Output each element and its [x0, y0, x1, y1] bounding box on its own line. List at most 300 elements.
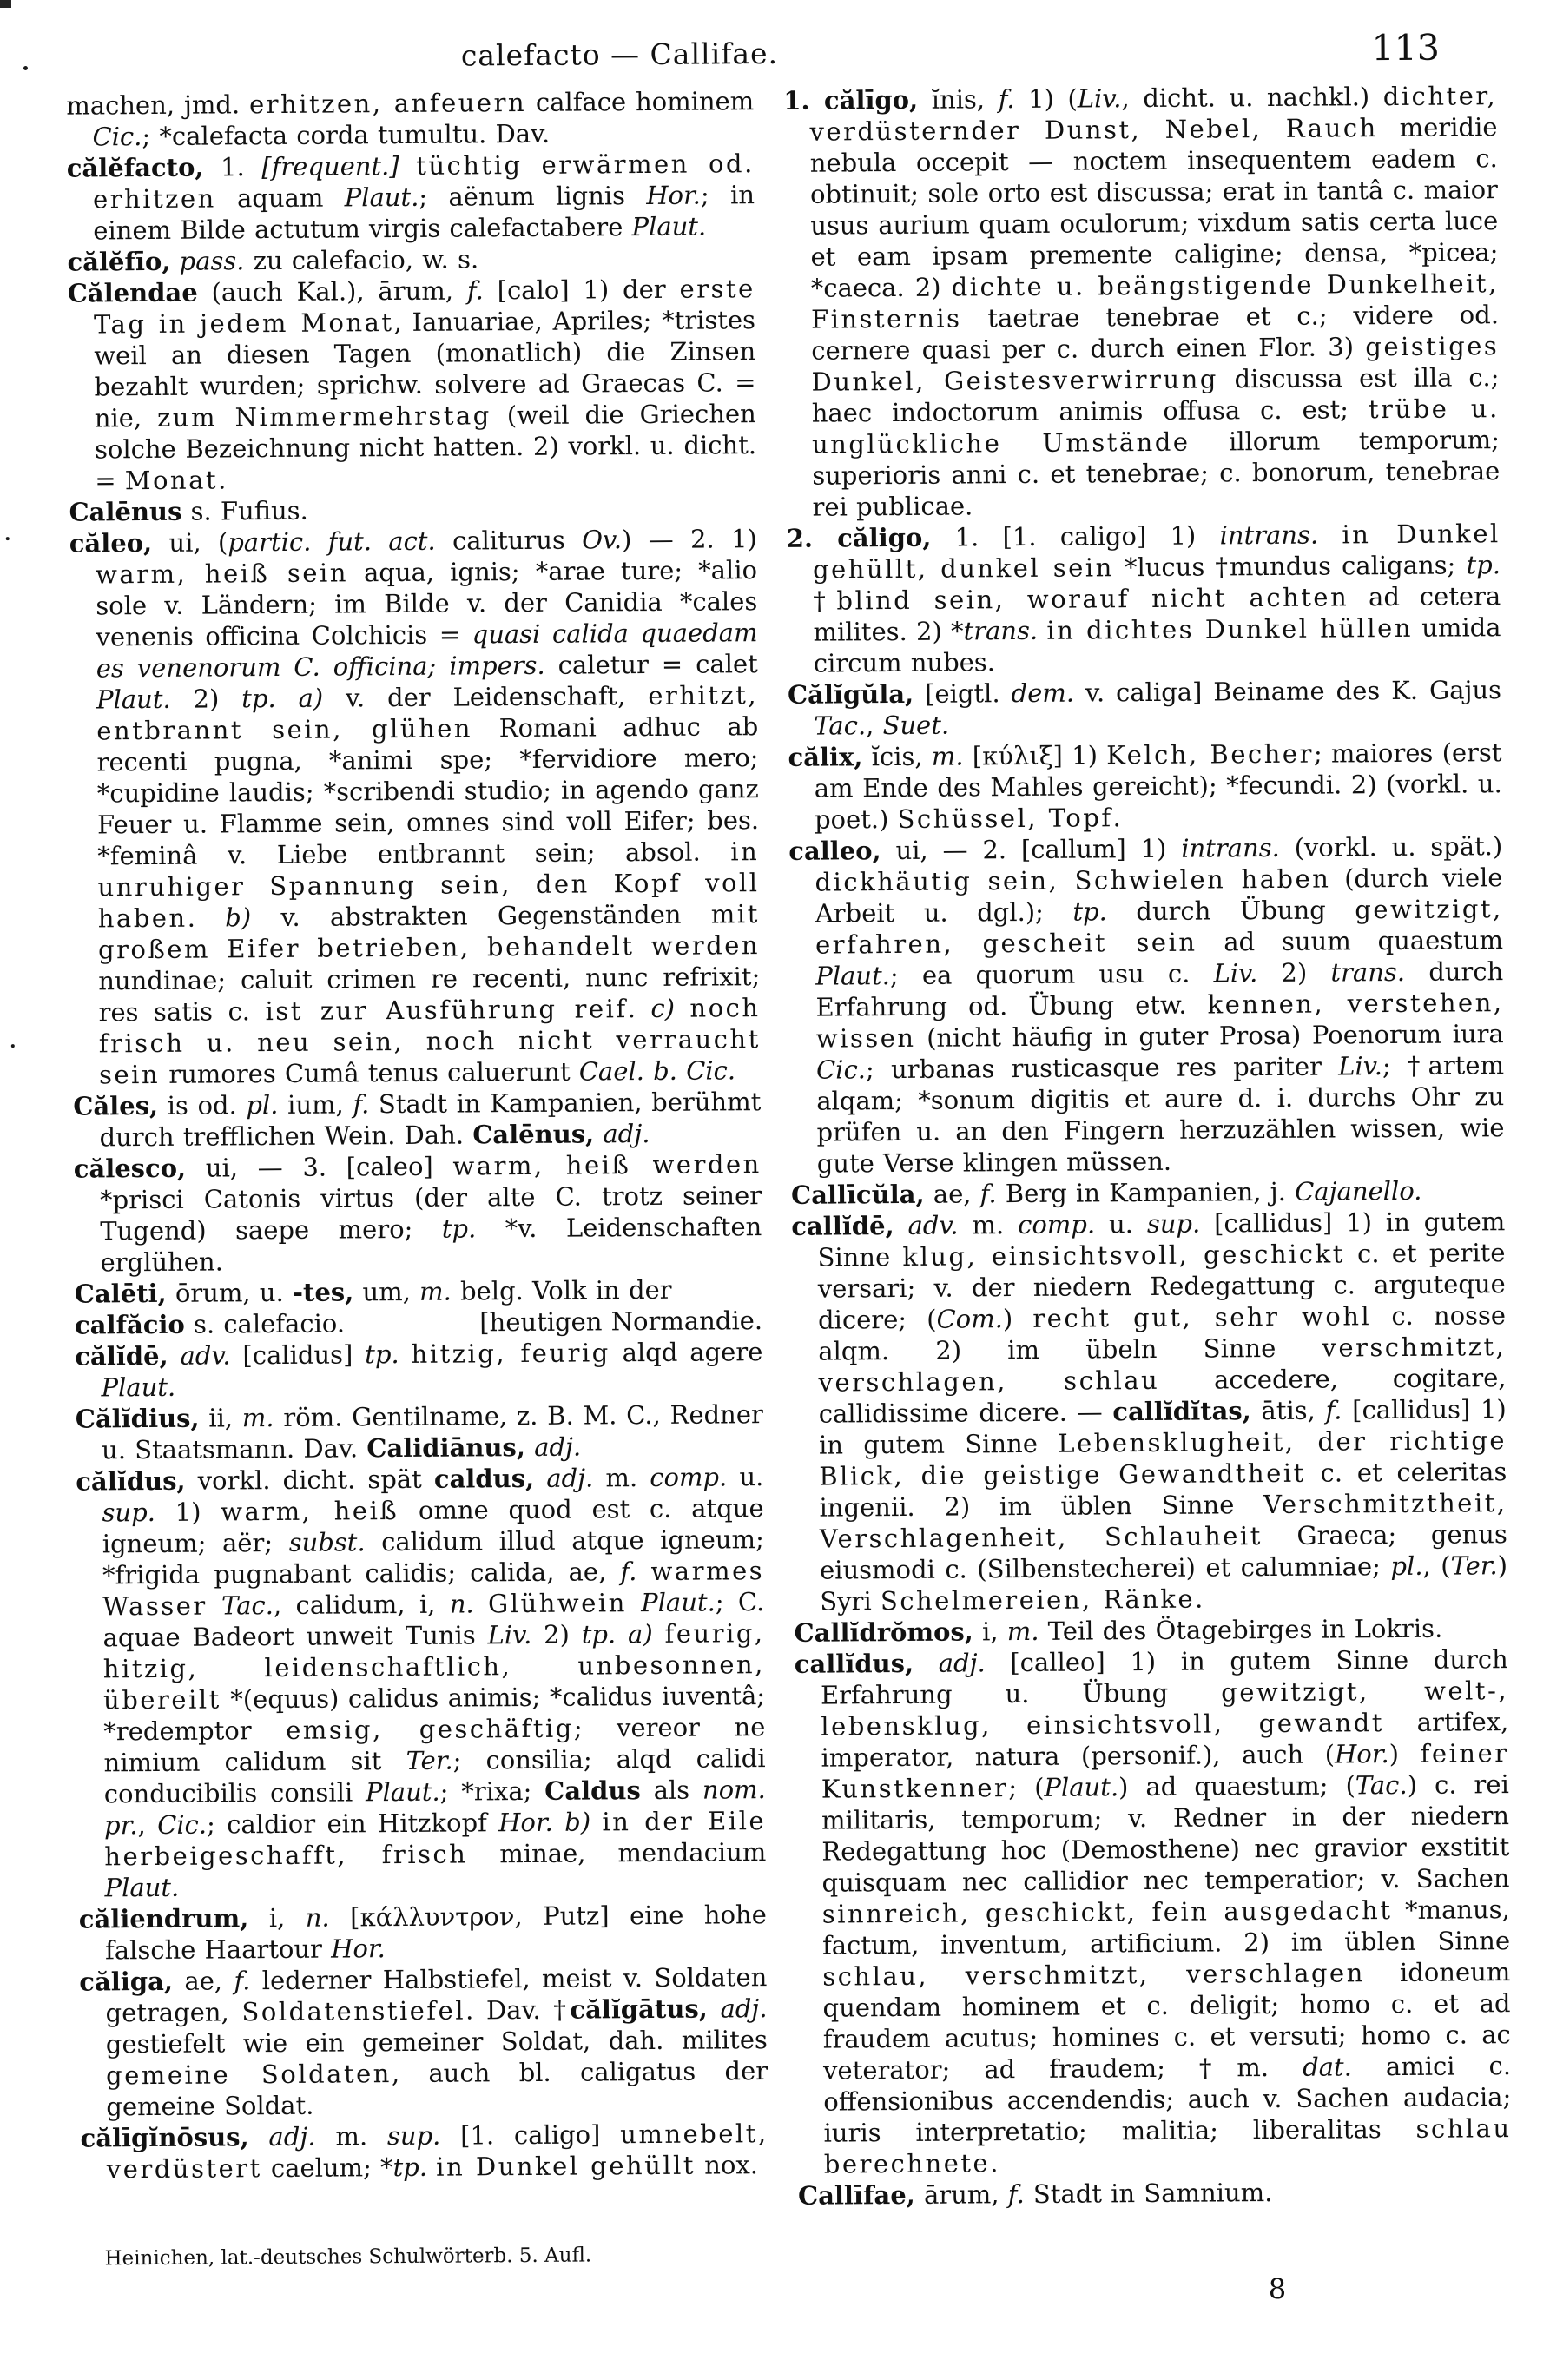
- entry-text: ; consilia; alqd calidi conducibilis consili: [103, 1743, 766, 1809]
- entry-text: erhitzt, entbrannt sein, glühen: [96, 680, 759, 746]
- entry-text: pl.: [1390, 1550, 1423, 1582]
- entry-text: trübe u. unglückliche Umstände: [811, 393, 1500, 459]
- entry-text: 1.: [203, 152, 262, 182]
- entry-text: illorum temporum; superioris anni c. et tenebrae; c. bonorum, tenebrae rei publicae.: [812, 425, 1501, 522]
- headword: Călĭgŭla,: [787, 678, 914, 710]
- entry-text: , (: [1422, 1550, 1451, 1581]
- entry-text: i,: [973, 1616, 1007, 1647]
- entry-text: [525, 1432, 534, 1462]
- entry-text: [1. caligo]: [440, 2119, 621, 2151]
- entry-text: caletur = calet: [544, 649, 758, 680]
- entry-text: [590, 1807, 603, 1836]
- entry-text: *v. Leidenschaften erglühen.: [100, 1212, 762, 1278]
- entry-text: Schüssel, Topf: [897, 803, 1113, 835]
- entry-text: Caldus: [544, 1775, 641, 1806]
- entry-text: Ter.: [406, 1745, 453, 1775]
- entry-text: ,: [865, 711, 883, 741]
- entry-text: ,: [137, 1809, 158, 1841]
- entry-text: ; urbanas rusticasque res pariter: [865, 1051, 1339, 1085]
- entry-text: Cic.: [815, 1054, 867, 1085]
- entry-text: ): [1002, 1303, 1033, 1334]
- entry-text: ii,: [199, 1403, 242, 1433]
- entry-text: adj.: [268, 2121, 316, 2152]
- entry-text: Liv.: [1213, 958, 1258, 988]
- entry-text: [κύλιξ] 1): [963, 740, 1107, 771]
- entry-text: Liv.: [487, 1619, 532, 1650]
- entry-text: Verschmitztheit, Verschlagenheit, Schlauheit: [819, 1488, 1507, 1554]
- headword: Calēnus: [69, 496, 182, 527]
- entry-text: . Dav. †: [465, 1994, 571, 2026]
- entry-text: umnebelt, verdüstert: [106, 2119, 768, 2185]
- entry-text: in Dunkel gehüllt: [436, 2150, 696, 2182]
- entry-text: amici c. offensionibus accendendis; auch v. Sachen audacia; iuris interpretatio; malitia; liberalitas: [823, 2051, 1512, 2148]
- entry-text: [1038, 616, 1047, 645]
- entry-text: c. et perite versari; v. der niedern Redegattung c. arguteque dicere; (: [817, 1238, 1506, 1335]
- entry-text: [callidus] 1) in gutem Sinne: [817, 1207, 1506, 1273]
- entry-text: Plaut.: [815, 961, 891, 991]
- entry-text: is od.: [157, 1090, 247, 1121]
- entry-text: [636, 1557, 650, 1586]
- entry-text: v. caliga] Beiname des K. Gajus: [1073, 675, 1502, 708]
- entry-text: n.: [449, 1589, 474, 1619]
- headword: călĕfīo,: [67, 246, 171, 277]
- entry-text: ae,: [172, 1966, 234, 1996]
- entry-text: dat.: [1303, 2052, 1352, 2082]
- entry-text: ; †artem alqam; *sonum digitis et aure d. i. durchs Ohr zu prüfen u. an den Fingern herzuzählen wissen, wie gute Verse klingen müssen.: [816, 1050, 1505, 1179]
- entry-text: recht gut, sehr wohl: [1032, 1301, 1372, 1333]
- dictionary-entry: [788, 737, 1502, 836]
- headword: calfăcio: [74, 1309, 185, 1340]
- headword: căliga,: [79, 1966, 174, 1997]
- headword: călĕfacto,: [66, 152, 204, 183]
- scan-speck: [11, 1044, 15, 1048]
- entry-text: in dichtes Dunkel hüllen: [1046, 612, 1414, 645]
- entry-text: f.: [1007, 2179, 1025, 2210]
- dictionary-entry: [80, 2118, 768, 2185]
- headword: Callīcŭla,: [790, 1179, 925, 1210]
- entry-text: [914, 1649, 939, 1678]
- entry-text: Plaut.: [641, 1587, 716, 1618]
- entry-text: discussa est illa c.; haec indoctorum animis offusa c. est;: [811, 362, 1500, 428]
- entry-text: Liv.: [1338, 1051, 1383, 1081]
- entry-text: calidum illud atque igneum; *frigida pugnabant calidis; calida, ae,: [102, 1524, 764, 1590]
- entry-text: omne quod est c. atque igneum; aër;: [102, 1493, 764, 1559]
- entry-text: minae, mendacium: [467, 1837, 767, 1869]
- entry-text: ; C. aquae Badeort unweit Tunis: [102, 1587, 765, 1653]
- entry-text: ārum,: [914, 2179, 1008, 2210]
- entry-text: b): [225, 902, 252, 933]
- entry-text: sinnreich, geschickt, fein ausgedacht: [821, 1895, 1393, 1929]
- entry-text: mit großem Eifer betrieben, behandelt werden: [97, 899, 761, 965]
- entry-text: erhitzen, anfeuern: [248, 87, 527, 120]
- entry-text: [534, 1464, 546, 1493]
- entry-text: verschmitzt, verschlagen, schlau: [818, 1332, 1507, 1398]
- headword: calleo,: [788, 836, 881, 866]
- entry-text: Ter.: [1450, 1550, 1498, 1581]
- entry-text: ĭcis,: [862, 741, 932, 772]
- dictionary-entry: [67, 148, 755, 247]
- entry-text: comp.: [650, 1462, 728, 1493]
- entry-text: ātis,: [1250, 1395, 1326, 1426]
- entry-text: Plaut.: [1044, 1772, 1119, 1802]
- entry-text: u.: [1095, 1209, 1147, 1240]
- dictionary-entry: [787, 518, 1501, 679]
- entry-text: f.: [466, 275, 484, 306]
- entry-text: [calleo] 1) in gutem Sinne durch Erfahrung u. Übung: [820, 1644, 1508, 1710]
- entry-text: ; *rixa;: [439, 1775, 545, 1807]
- entry-text: [399, 1339, 412, 1369]
- entry-text: ; aënum lignis: [419, 181, 647, 212]
- entry-text: b): [564, 1807, 591, 1837]
- entry-text: *lucus †mundus caligans;: [1113, 550, 1467, 583]
- entry-text: lederner Halbstiefel, meist v. Soldaten getragen,: [105, 1962, 768, 2028]
- entry-text: 1. [1. caligo] 1): [931, 520, 1220, 552]
- entry-text: *manus, factum, inventum, artificium. 2) im üblen Sinne: [821, 1894, 1511, 1960]
- entry-text: s. Fufius.: [181, 495, 308, 526]
- entry-text: tp.: [1466, 550, 1501, 580]
- entry-text: Calidiānus,: [366, 1432, 526, 1464]
- dictionary-entry: [67, 241, 755, 278]
- entry-text: f.: [1325, 1395, 1342, 1425]
- entry-text: zu calefacio, w. s.: [244, 244, 479, 276]
- entry-text: idoneum quendam hominem et c. deligit; homo c. et ad fraudem acutus; homines c. et versuti; homo c. ac veterator; ad fraudem; †m.: [822, 1957, 1511, 2086]
- entry-text: Plaut.: [96, 684, 171, 715]
- entry-text: n.: [305, 1902, 330, 1933]
- entry-text: dichter, verdüsternder Dunst, Nebel, Rauch: [809, 81, 1498, 147]
- entry-text: Romani adhuc ab recenti pugna, *animi spe; *fervidiore mero; *cupidine laudis; *scribendi studio; in agendo ganz Feuer u. Flamme sein, omnes sind voll Eifer; bes. *feminâ v. Liebe entbrannt sein; absol.: [96, 711, 760, 871]
- headword: călesco,: [73, 1153, 187, 1184]
- entry-text: geistiges Dunkel, Geistesverwirrung: [811, 331, 1500, 397]
- entry-text: erste Tag in jedem Monat: [93, 274, 755, 340]
- left-column: [66, 85, 769, 2271]
- entry-text: Cael. b. Cic.: [578, 1055, 736, 1087]
- entry-text: (durch viele Arbeit u. dgl.);: [815, 863, 1503, 929]
- entry-text: warm, heiß: [221, 1496, 399, 1527]
- entry-text: nox.: [695, 2150, 759, 2180]
- entry-text: accedere, cogitare, callidissime dicere. —: [818, 1363, 1507, 1429]
- entry-text: .: [1112, 803, 1121, 833]
- entry-text: [594, 1119, 603, 1148]
- signature-mark: 8: [1268, 2271, 1287, 2306]
- entry-text: v. abstrakten Gegenständen: [251, 899, 711, 933]
- entry-text: dickhäutig sein, Schwielen haben: [815, 863, 1331, 897]
- entry-text: emsig, geschäftig: [286, 1713, 574, 1745]
- entry-text: dichte u. beängstigende Dunkelheit, Finsternis: [810, 268, 1499, 334]
- headword: căliendrum,: [78, 1903, 249, 1934]
- dictionary-entry: [788, 674, 1501, 742]
- entry-text: röm. Gentilname, z. B. M. C., Redner u. Staatsmann. Dav.: [101, 1399, 763, 1465]
- entry-text: f.: [979, 1179, 997, 1209]
- entry-text: Teil des Ötagebirges in Lokris.: [1039, 1613, 1443, 1646]
- entry-text: caelum; *: [261, 2152, 393, 2184]
- entry-text: .: [1194, 1583, 1204, 1614]
- entry-text: [κάλλυντρον, Putz] eine hohe falsche Haartour: [104, 1900, 767, 1966]
- entry-text: gestiefelt wie ein gemeiner Soldat, dah. milites: [105, 2025, 768, 2059]
- page-number: 113: [1371, 26, 1441, 69]
- headword: Călĭdius,: [75, 1403, 200, 1434]
- entry-text: artifex, imperator, natura (personif.), auch (: [821, 1707, 1509, 1773]
- entry-text: Tac.: [221, 1590, 274, 1621]
- entry-text: calface hominem: [525, 86, 755, 117]
- entry-text: [653, 1619, 665, 1649]
- entry-text: Hor.: [646, 180, 702, 211]
- entry-text: , calidum, i,: [273, 1589, 450, 1621]
- entry-text: alqd agere: [610, 1337, 763, 1368]
- entry-text: Berg in Kampanien, j.: [996, 1176, 1296, 1209]
- entry-text: ĭnis,: [918, 84, 999, 115]
- dictionary-entry: [791, 1174, 1505, 1211]
- entry-text: ui, — 2. [callum] 1): [881, 833, 1182, 866]
- entry-text: callĭdĭtas,: [1112, 1396, 1251, 1427]
- entry-text: Liv.: [1077, 83, 1122, 114]
- entry-text: Plaut.: [101, 1372, 176, 1403]
- entry-text: ui, — 3. [caleo]: [186, 1151, 453, 1183]
- entry-text: ; in einem Bilde actutum virgis calefactabere: [93, 180, 755, 246]
- entry-text: nom. pr.: [103, 1775, 766, 1841]
- entry-text: ; maiores (erst am Ende des Mahles gereicht); *fecundi. 2) (vorkl. u. poet.): [814, 737, 1502, 835]
- entry-text: in Dunkel gehüllt, dunkel sein: [812, 519, 1501, 585]
- entry-text: Plaut.: [344, 182, 419, 213]
- entry-text: pl.: [246, 1089, 279, 1121]
- entry-text: Calēnus,: [472, 1119, 595, 1150]
- running-head: calefacto — Callifae.: [460, 36, 779, 73]
- headword: Calēti,: [74, 1278, 167, 1309]
- entry-text: (weil die Griechen solche Bezeichnung nicht hatten. 2) vorkl. u. dicht. =: [94, 399, 757, 496]
- dictionary-entry: [75, 1273, 762, 1310]
- entry-text: Hor.: [331, 1934, 386, 1964]
- entry-text: caldus,: [433, 1463, 535, 1494]
- entry-text: [474, 1589, 489, 1618]
- entry-text: Glühwein: [487, 1588, 627, 1619]
- entry-text: adj.: [534, 1431, 582, 1462]
- entry-text: schlau, verschmitzt, verschlagen: [822, 1958, 1365, 1992]
- entry-text: comp.: [1018, 1209, 1096, 1240]
- headword: Callĭdrŏmos,: [794, 1616, 973, 1648]
- entry-text: [calidus]: [230, 1339, 366, 1371]
- entry-text: noch frisch u. neu sein, noch nicht verraucht sein: [98, 993, 761, 1090]
- entry-text: .: [187, 902, 226, 933]
- dictionary-entry: [798, 2175, 1512, 2211]
- dictionary-entry: [75, 1305, 762, 1341]
- entry-text: f.: [234, 1966, 251, 1996]
- entry-text: [627, 1588, 642, 1617]
- entry-text: .: [990, 2148, 999, 2178]
- entry-text: Graeca; genus eiusmodi c. (Silbenstecherei) et calumniae;: [819, 1519, 1507, 1585]
- entry-text: in der Eile herbeigeschafft, frisch: [104, 1806, 767, 1872]
- dictionary-entry: [79, 1961, 768, 2123]
- entry-text: †: [813, 585, 837, 616]
- entry-text: pass.: [179, 246, 245, 276]
- dictionary-entry: [69, 492, 756, 528]
- entry-text: [399, 151, 417, 181]
- scan-speck: [23, 66, 28, 70]
- text-columns: [66, 80, 1512, 2271]
- entry-text: s. calefacio.: [184, 1308, 346, 1339]
- entry-text: adj.: [720, 1993, 768, 2024]
- entry-text: sup.: [102, 1497, 156, 1528]
- entry-text: Lebensklugheit, der richtige Blick, die geistige Gewandtheit: [819, 1425, 1507, 1491]
- entry-text: .: [217, 465, 227, 495]
- entry-text: vorkl. dicht. spät: [185, 1464, 434, 1496]
- entry-text: gewitzigt, erfahren, gescheit sein: [815, 894, 1503, 960]
- entry-text: [eigtl.: [914, 678, 1012, 709]
- entry-text: Schelmereien, Ränke: [880, 1583, 1196, 1616]
- entry-text: -tes,: [292, 1277, 354, 1307]
- scan-speck: [6, 537, 10, 540]
- entry-text: [calo] 1) der: [483, 274, 680, 306]
- entry-text: [249, 2122, 269, 2152]
- entry-text: klug, einsichtsvoll, geschickt: [902, 1239, 1345, 1272]
- entry-text: Com.: [936, 1304, 1004, 1334]
- entry-text: m.: [419, 1276, 452, 1306]
- entry-text: 2): [170, 684, 242, 714]
- headword: callĭdus,: [794, 1648, 914, 1679]
- entry-text: [1318, 519, 1342, 549]
- entry-text: i,: [248, 1902, 306, 1934]
- entry-text: taetrae tenebrae et c.; videre od. cernere quasi per c. durch einen Flor. 3): [811, 300, 1500, 366]
- entry-text: Hor.: [498, 1807, 553, 1838]
- entry-text: .: [627, 993, 651, 1024]
- entry-text: ium,: [278, 1089, 353, 1120]
- dictionary-entry: [76, 1398, 763, 1466]
- entry-text: călĭgātus,: [570, 1993, 708, 2025]
- entry-text: ; ea quorum usu c.: [889, 958, 1214, 991]
- entry-text: feurig, hitzig, leidenschaftlich, unbesonnen, übereilt: [102, 1618, 765, 1716]
- entry-text: m.: [315, 2121, 388, 2152]
- entry-text: um,: [353, 1276, 420, 1307]
- dictionary-entry: [794, 1612, 1507, 1649]
- entry-text: ; vereor ne nimium calidum sit: [103, 1712, 766, 1778]
- entry-text: ): [1388, 1738, 1421, 1769]
- footer-imprint: Heinichen, lat.-deutsches Schulwörterb. 5. Aufl.: [104, 2244, 592, 2271]
- entry-text: aqua, ignis; *arae ture; *alio sole v. Ländern; im Bilde v. der Canidia *cales venenis officina Colchicis =: [96, 555, 758, 652]
- dictionary-entry: [68, 273, 757, 497]
- entry-text: adj.: [938, 1648, 986, 1678]
- entry-text: (nicht häufig in guter Prosa) Poenorum iura: [915, 1019, 1504, 1053]
- entry-text: *(equus) calidus animis; *calidus iuventâ; *redemptor: [103, 1681, 766, 1747]
- entry-text: Soldatenstiefel: [241, 1995, 466, 2027]
- entry-text: durch Erfahrung od. Übung etw.: [815, 956, 1504, 1022]
- entry-text: m.: [958, 1210, 1019, 1240]
- entry-text: Plaut.: [365, 1776, 440, 1808]
- entry-text: warmes Wasser: [102, 1556, 765, 1622]
- entry-text: f.: [353, 1089, 370, 1120]
- entry-text: Cic.: [157, 1809, 208, 1840]
- entry-text: f.: [998, 84, 1015, 115]
- entry-text: als: [640, 1775, 703, 1806]
- headword: călīgĭnōsus,: [80, 2122, 249, 2153]
- entry-text: c. et celeritas ingenii. 2) im üblen Sinne: [819, 1457, 1507, 1523]
- entry-text: machen, jmd.: [66, 89, 250, 121]
- headword: 1. călīgo,: [783, 84, 919, 116]
- headword: călĭdus,: [76, 1465, 186, 1497]
- entry-text: c): [650, 993, 676, 1023]
- entry-text: tüchtig erwärmen od. erhitzen: [92, 149, 755, 215]
- entry-text: Cajanello.: [1295, 1175, 1422, 1207]
- entry-text: Plaut.: [631, 211, 707, 242]
- entry-text: dem.: [1011, 678, 1075, 709]
- entry-text: ) — 2. 1): [621, 524, 757, 555]
- dictionary-entry: [75, 1336, 762, 1404]
- dictionary-entry: [74, 1148, 762, 1279]
- entry-text: warm, heiß sein: [95, 558, 349, 590]
- dictionary-entry: [79, 1899, 767, 1967]
- dictionary-entry: [783, 80, 1500, 523]
- entry-text: 2): [531, 1619, 582, 1649]
- entry-text: kennen, verstehen, wissen: [815, 988, 1504, 1054]
- entry-text: [frequent.]: [261, 150, 399, 182]
- entry-text: ) c. rei militaris, temporum; v. Redner in der niedern Redegattung hoc (Demosthene) nec gravior exstitit quisquam nec callidior nec temperatior; v. Sachen: [821, 1769, 1510, 1898]
- entry-text: hitzig, feurig: [411, 1338, 610, 1369]
- entry-text: trans.: [1330, 956, 1406, 988]
- entry-text: ōrum, u.: [166, 1277, 294, 1308]
- dictionary-entry: [791, 1206, 1507, 1617]
- entry-text: tp.: [365, 1339, 399, 1370]
- dictionary-entry: [788, 830, 1505, 1180]
- entry-text: ad cetera milites. 2) *: [813, 581, 1501, 647]
- headword: căleo,: [69, 527, 153, 559]
- entry-text: gemeine Soldaten: [105, 2059, 392, 2091]
- entry-text: ) ad quaestum; (: [1118, 1770, 1355, 1802]
- headword: călix,: [788, 742, 863, 772]
- entry-text: [208, 1590, 222, 1620]
- headword: Callīfae,: [797, 2179, 915, 2211]
- entry-text: u.: [727, 1462, 764, 1492]
- entry-text: blind sein, worauf nicht achten: [836, 582, 1349, 616]
- entry-text: intrans.: [1181, 832, 1280, 863]
- headword: călĭdē,: [75, 1340, 168, 1372]
- entry-text: 2): [1257, 957, 1331, 988]
- entry-text: ist zur Ausführung reif: [265, 994, 628, 1027]
- entry-text: ui, (: [152, 527, 228, 558]
- entry-text: , auch bl. caligatus der gemeine Soldat.: [106, 2056, 768, 2122]
- entry-text: , dicht. u. nachkl.): [1121, 82, 1383, 114]
- entry-text: trans.: [963, 615, 1039, 646]
- entry-text: in unruhiger Spannung sein, den Kopf voll haben: [97, 836, 760, 934]
- entry-text: Plaut.: [104, 1872, 180, 1903]
- entry-text: tp.: [1072, 896, 1107, 927]
- entry-text: f.: [620, 1557, 637, 1587]
- entry-text: caliturus: [435, 525, 583, 556]
- entry-text: ae,: [924, 1179, 980, 1209]
- headword: 2. căligo,: [786, 522, 932, 553]
- entry-text: tp.: [441, 1213, 477, 1244]
- entry-text: ) Syri: [820, 1550, 1508, 1616]
- entry-text: rumores Cumâ tenus caluerunt: [159, 1056, 579, 1089]
- entry-text: ad suum quaestum: [1197, 925, 1504, 957]
- dictionary-entry: [795, 1643, 1512, 2180]
- entry-text: Hor.: [1334, 1739, 1389, 1769]
- entry-text: m.: [593, 1463, 650, 1493]
- dictionary-entry: [73, 1086, 761, 1154]
- entry-text: Stadt in Kampanien, berühmt durch trefflichen Wein. Dah.: [99, 1087, 762, 1153]
- dictionary-entry: [76, 1461, 766, 1904]
- entry-text: Cic.: [92, 122, 142, 152]
- entry-text: intrans.: [1219, 519, 1319, 551]
- entry-text: m.: [931, 741, 964, 771]
- entry-text: belg. Volk in der: [451, 1274, 672, 1306]
- entry-text: m.: [241, 1403, 274, 1433]
- headword: callĭdē,: [791, 1211, 894, 1241]
- entry-text: 1) (: [1014, 83, 1078, 115]
- entry-text: warm, heiß werden: [452, 1149, 762, 1181]
- entry-text: (auch Kal.), ārum,: [197, 275, 468, 307]
- entry-text: adj.: [546, 1463, 594, 1493]
- entry-text: sup.: [386, 2120, 441, 2152]
- entry-text: [675, 994, 690, 1023]
- entry-text: gewitzigt, welt-, lebensklug, einsichtsvoll, gewandt: [821, 1676, 1509, 1742]
- right-column: [783, 80, 1513, 2267]
